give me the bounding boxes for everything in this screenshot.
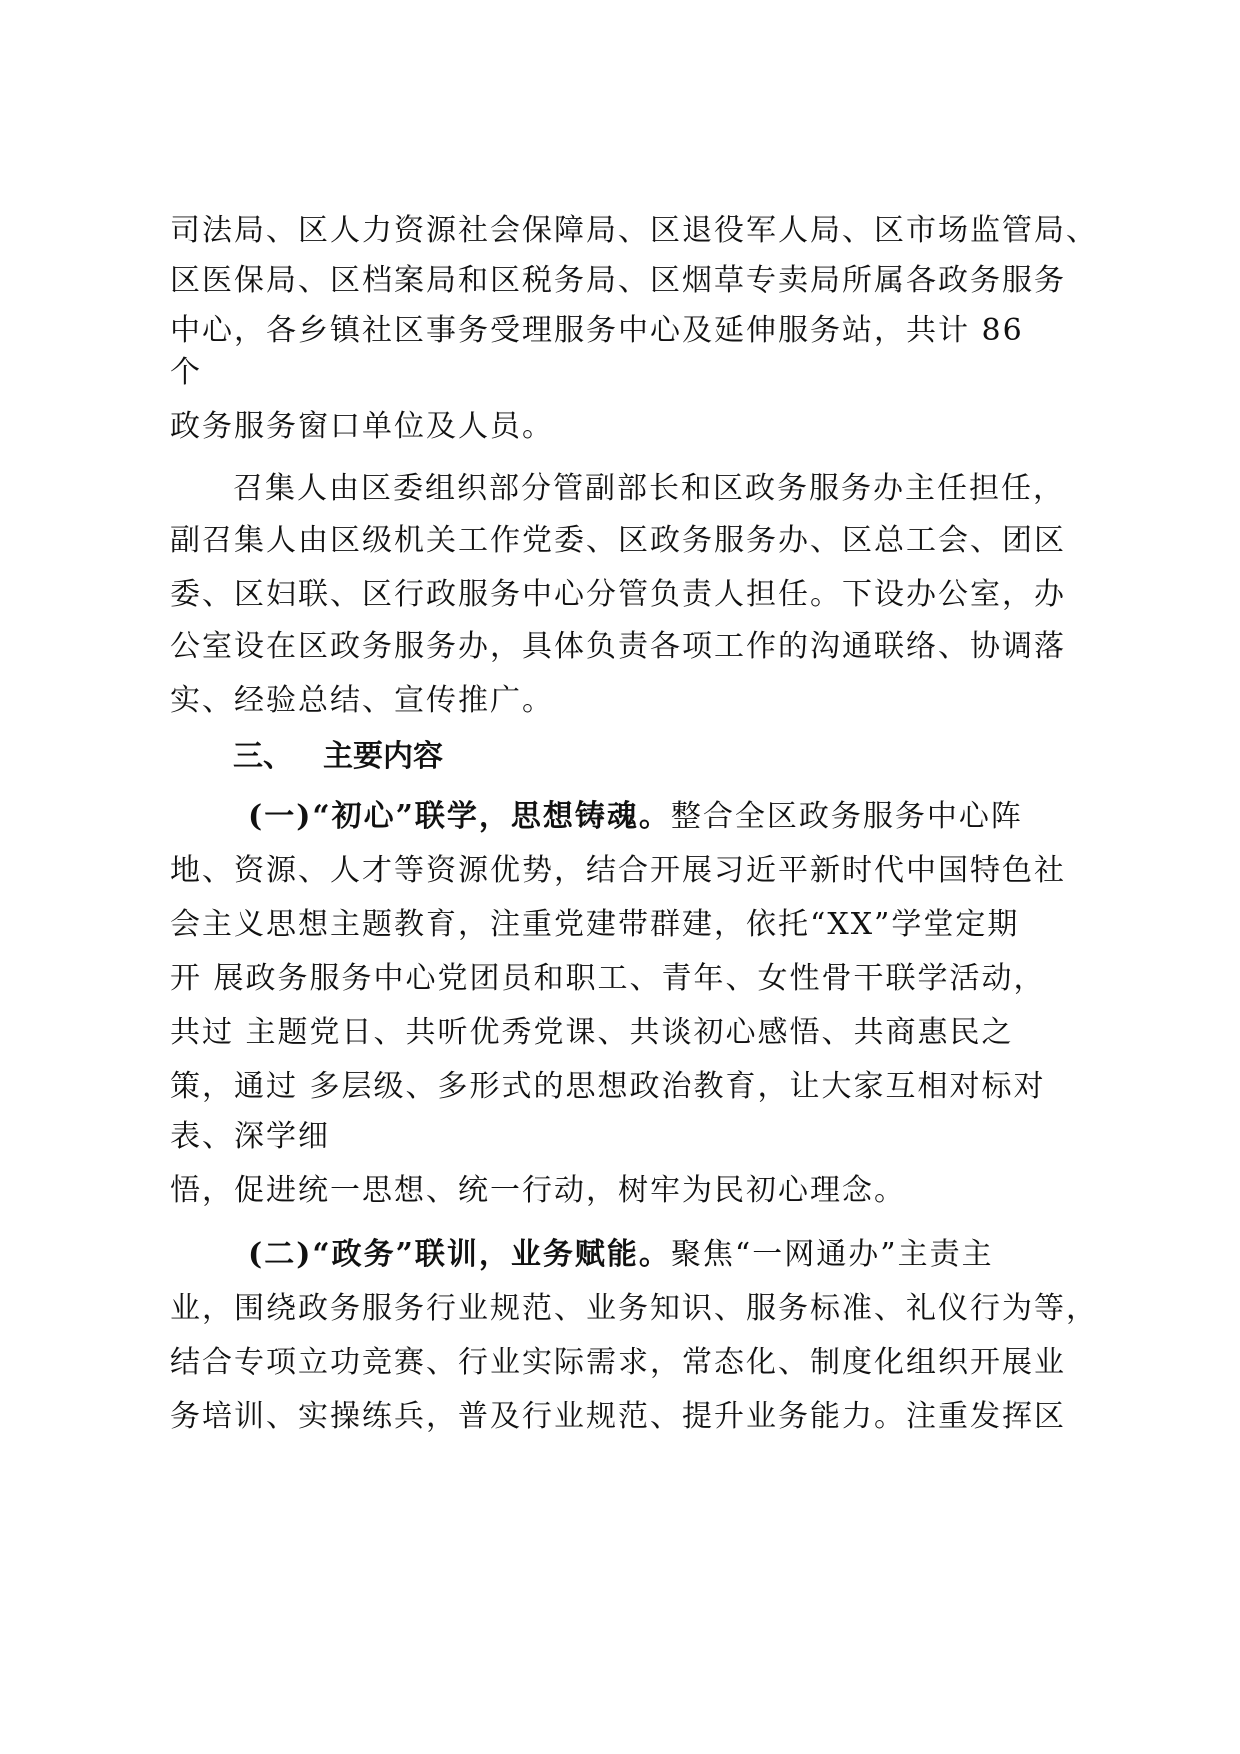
text-line: 表、深学细 — [170, 1119, 330, 1154]
text-line: 个 — [170, 355, 202, 390]
section-heading — [233, 737, 443, 777]
text-line: 副召集人由区级机关工作党委、区政务服务办、区总工会、团区 — [170, 523, 1066, 558]
item-first-line — [248, 1235, 994, 1275]
text-line: 会主义思想主题教育，注重党建带群建，依托“XX”学堂定期 — [170, 907, 1020, 942]
item-text: 整合全区政务服务中心阵 — [670, 799, 1023, 834]
item-lead: (一)“初心”联学，思想铸魂。 — [248, 799, 671, 834]
item-lead: (二)“政务”联训，业务赋能。 — [248, 1237, 671, 1272]
text-line: 公室设在区政务服务办，具体负责各项工作的沟通联络、协调落 — [170, 629, 1066, 664]
text-line: 实、经验总结、宣传推广。 — [170, 683, 554, 718]
text-line: 结合专项立功竞赛、行业实际需求，常态化、制度化组织开展业 — [170, 1345, 1066, 1380]
text-line: 策，通过 多层级、多形式的思想政治教育，让大家互相对标对 — [170, 1069, 1046, 1104]
paragraph-first-line: 召集人由区委组织部分管副部长和区政务服务办主任担任， — [233, 471, 1065, 506]
text-line: 悟，促进统一思想、统一行动，树牢为民初心理念。 — [170, 1173, 906, 1208]
text-line: 司法局、区人力资源社会保障局、区退役军人局、区市场监管局、 — [170, 213, 1098, 248]
item-text: 聚焦“一网通办”主责主 — [670, 1237, 994, 1272]
section-number: 三、 — [233, 739, 293, 774]
text-line: 中心，各乡镇社区事务受理服务中心及延伸服务站，共计 86 — [170, 313, 1024, 348]
text-line: 政务服务窗口单位及人员。 — [170, 409, 554, 444]
text-line: 业，围绕政务服务行业规范、业务知识、服务标准、礼仪行为等， — [170, 1291, 1098, 1326]
text-line: 务培训、实操练兵，普及行业规范、提升业务能力。注重发挥区 — [170, 1399, 1066, 1434]
text-line: 区医保局、区档案局和区税务局、区烟草专卖局所属各政务服务 — [170, 263, 1066, 298]
text-line: 共过 主题党日、共听优秀党课、共谈初心感悟、共商惠民之 — [170, 1015, 1014, 1050]
item-first-line — [248, 797, 1023, 837]
text-line: 地、资源、人才等资源优势，结合开展习近平新时代中国特色社 — [170, 853, 1066, 888]
text-line: 委、区妇联、区行政服务中心分管负责人担任。下设办公室，办 — [170, 577, 1066, 612]
section-title: 主要内容 — [323, 739, 443, 774]
text-line: 开 展政务服务中心党团员和职工、青年、女性骨干联学活动， — [170, 961, 1046, 996]
